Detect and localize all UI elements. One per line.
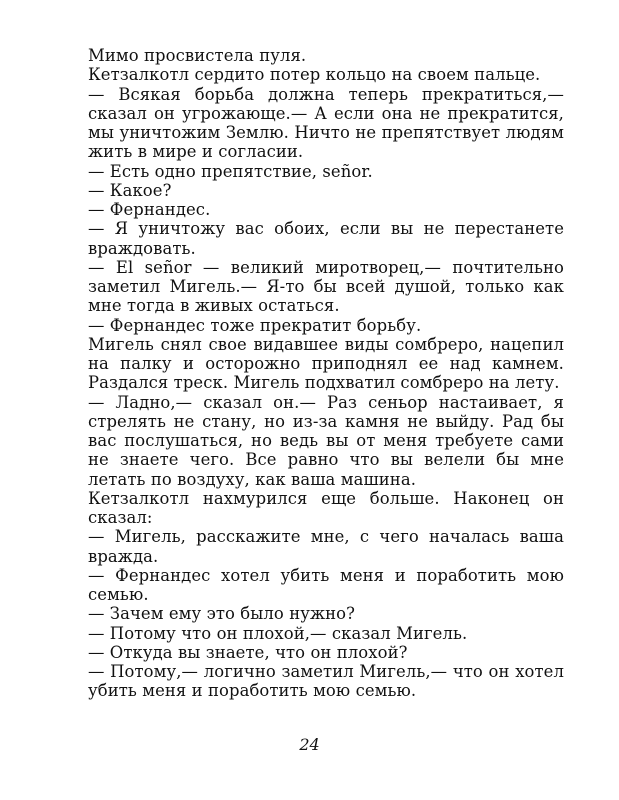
paragraph: — El señor — великий миротворец,— почтительно заметил Мигель.— Я-то бы всей душой, только как мне тогда в живых остаться. [88,257,564,316]
paragraph: — Фернандес тоже прекратит борьбу. [88,315,422,335]
paragraph: — Зачем ему это было нужно? [88,604,356,624]
paragraph: — Фернандес хотел убить меня и поработить мою семью. [88,565,564,604]
paragraph: — Какое? [88,180,172,200]
paragraph: — Мигель, расскажите мне, с чего началась ваша вражда. [88,527,564,566]
paragraph: — Всякая борьба должна теперь прекратиться,— сказал он угрожающе.— А если она не прекратится, мы уничтожим Землю. Ничто не препятствует людям жить в мире и согласии. [88,84,564,162]
paragraph: Мимо просвистела пуля. [88,46,307,65]
paragraph: — Есть одно препятствие, señor. [88,161,373,181]
paragraph: — Потому что он плохой,— сказал Мигель. [88,623,468,643]
paragraph: Кетзалкотл сердито потер кольцо на своем пальце. [88,65,541,85]
paragraph: Кетзалкотл нахмурился еще больше. Наконец он сказал: [88,488,564,527]
paragraph: — Потому,— логично заметил Мигель,— что он хотел убить меня и поработить мою семью. [88,662,564,701]
paragraph: — Я уничтожу вас обоих, если вы не перестанете враждовать. [88,219,564,258]
paragraph: — Ладно,— сказал он.— Раз сеньор настаивает, я стрелять не стану, но из-за камня не выйду. Рад бы вас послушаться, но ведь вы от меня требуете сами не знаете чего. Все равно что вы велели бы мне летать по воздуху, как ваша машина. [88,392,564,489]
paragraph: — Откуда вы знаете, что он плохой? [88,642,408,662]
paragraph: — Фернандес. [88,200,211,219]
body-text [88,46,564,701]
paragraph: Мигель снял свое видавшее виды сомбреро, нацепил на палку и осторожно приподнял ее над камнем. Раздался треск. Мигель подхватил сомбреро на лету. [88,334,564,393]
page-number: 24 [299,735,320,754]
